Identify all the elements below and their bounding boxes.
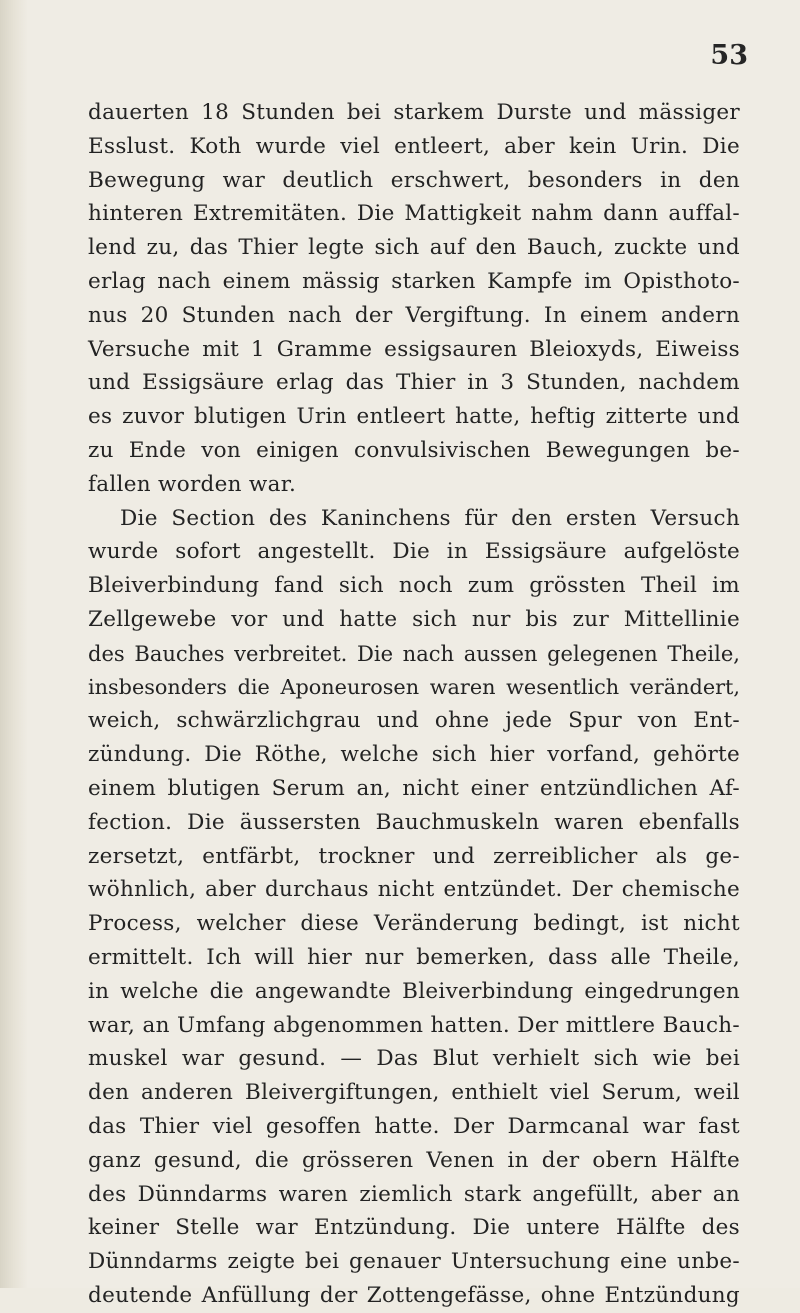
text-line: deutende Anfüllung der Zottengefässe, ohne Entzündung xyxy=(88,1282,740,1308)
text-line: fallen worden war. xyxy=(88,471,297,497)
text-line: Bleiverbindung fand sich noch zum grössten Theil im xyxy=(88,573,740,599)
text-line: Bewegung war deutlich erschwert, besonders in den xyxy=(88,167,740,193)
text-line: wurde sofort angestellt. Die in Essigsäure aufgelöste xyxy=(88,539,740,565)
text-line: und Essigsäure erlag das Thier in 3 Stunden, nachdem xyxy=(88,370,740,396)
text-line: ganz gesund, die grösseren Venen in der obern Hälfte xyxy=(88,1147,740,1173)
text-line: lend zu, das Thier legte sich auf den Bauch, zuckte und xyxy=(88,235,740,261)
text-line: dauerten 18 Stunden bei starkem Durste und mässiger xyxy=(88,100,740,125)
text-line: zu Ende von einigen convulsivischen Bewegungen be- xyxy=(88,437,740,463)
text-line: einem blutigen Serum an, nicht einer entzündlichen Af- xyxy=(88,775,740,801)
text-line: ermittelt. Ich will hier nur bemerken, dass alle Theile, xyxy=(88,944,740,970)
text-line: weich, schwärzlichgrau und ohne jede Spur von Ent- xyxy=(88,708,740,734)
text-line: Esslust. Koth wurde viel entleert, aber kein Urin. Die xyxy=(88,133,740,159)
text-line: Dünndarms zeigte bei genauer Untersuchung eine unbe- xyxy=(88,1249,740,1275)
text-line: Zellgewebe vor und hatte sich nur bis zur Mittellinie xyxy=(88,606,740,632)
text-line: insbesonders die Aponeurosen waren wesentlich verändert, xyxy=(88,674,740,699)
text-line: das Thier viel gesoffen hatte. Der Darmcanal war fast xyxy=(88,1113,740,1139)
page-binding-edge xyxy=(0,0,28,1288)
page-number: 53 xyxy=(710,40,748,71)
text-line: des Dünndarms waren ziemlich stark angefüllt, aber an xyxy=(88,1181,740,1207)
text-line: Versuche mit 1 Gramme essigsauren Bleioxyds, Eiweiss xyxy=(88,336,740,362)
text-line: war, an Umfang abgenommen hatten. Der mittlere Bauch- xyxy=(88,1012,740,1038)
text-line: wöhnlich, aber durchaus nicht entzündet. Der chemische xyxy=(88,877,740,903)
text-line: den anderen Bleivergiftungen, enthielt viel Serum, weil xyxy=(88,1080,740,1106)
text-line: des Bauches verbreitet. Die nach aussen gelegenen Theile, xyxy=(88,640,740,666)
body-text xyxy=(88,96,740,1313)
text-line: zersetzt, entfärbt, trockner und zerreiblicher als ge- xyxy=(88,843,740,869)
text-line: hinteren Extremitäten. Die Mattigkeit nahm dann auffal- xyxy=(88,201,740,227)
text-line: in welche die angewandte Bleiverbindung eingedrungen xyxy=(88,978,740,1004)
text-line: Die Section des Kaninchens für den ersten Versuch xyxy=(120,505,740,531)
text-line: nus 20 Stunden nach der Vergiftung. In einem andern xyxy=(88,302,740,328)
text-line: zündung. Die Röthe, welche sich hier vorfand, gehörte xyxy=(88,742,740,768)
text-line: muskel war gesund. — Das Blut verhielt sich wie bei xyxy=(88,1046,740,1072)
text-line: erlag nach einem mässig starken Kampfe im Opisthoto- xyxy=(88,268,740,294)
text-line: keiner Stelle war Entzündung. Die untere Hälfte des xyxy=(88,1215,740,1241)
text-line: Process, welcher diese Veränderung bedingt, ist nicht xyxy=(88,911,740,937)
text-line: fection. Die äussersten Bauchmuskeln waren ebenfalls xyxy=(88,809,740,835)
text-line: es zuvor blutigen Urin entleert hatte, heftig zitterte und xyxy=(88,404,740,430)
